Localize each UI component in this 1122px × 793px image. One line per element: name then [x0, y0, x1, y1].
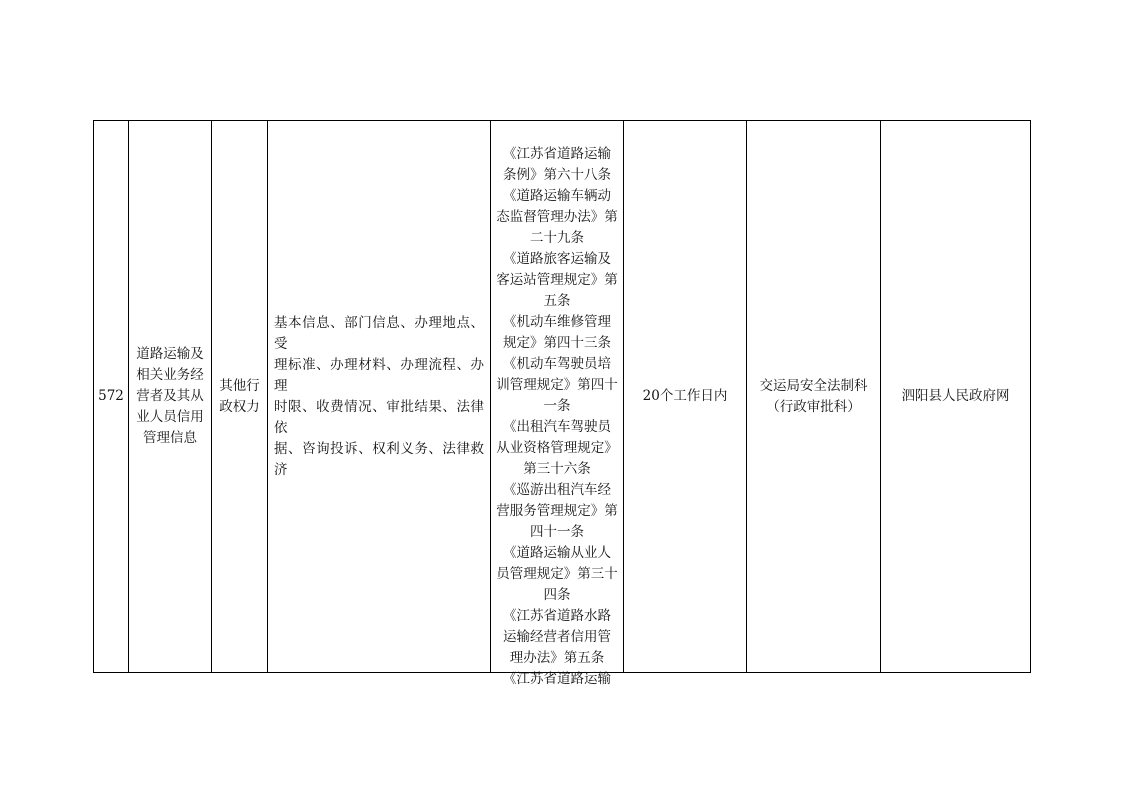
legal-basis-line: 态监督管理办法》第 — [496, 209, 618, 225]
time-limit: 20个工作日内 — [642, 388, 728, 404]
disclosure-channel: 泗阳县人民政府网 — [901, 388, 1010, 404]
disclosure-content — [268, 313, 490, 481]
item-name-line: 管理信息 — [143, 430, 197, 446]
legal-basis-line: 客运站管理规定》第 — [496, 272, 618, 288]
legal-basis-line: 营服务管理规定》第 — [496, 503, 618, 519]
legal-basis-line: 员管理规定》第三十 — [496, 566, 618, 582]
legal-basis-line: 二十九条 — [530, 230, 584, 246]
legal-basis-line: 《机动车驾驶员培 — [503, 356, 611, 372]
power-type-line: 政权力 — [219, 398, 260, 415]
item-name — [129, 344, 211, 449]
legal-basis-cell — [491, 121, 624, 687]
department — [747, 376, 880, 418]
legal-basis-line: 《道路运输车辆动 — [503, 188, 611, 204]
table-row — [94, 121, 1031, 673]
legal-basis-list — [491, 144, 623, 687]
item-name-line: 道路运输及 — [136, 346, 204, 362]
power-type-cell — [212, 121, 268, 673]
channel-cell — [881, 121, 1031, 673]
item-name-line: 相关业务经 — [136, 367, 204, 383]
legal-basis-line: 《道路运输从业人 — [503, 545, 611, 561]
legal-basis-line: 训管理规定》第四十 — [496, 377, 618, 393]
legal-basis-line: 一条 — [543, 398, 571, 414]
legal-basis-line: 《出租汽车驾驶员 — [503, 419, 611, 435]
legal-basis-line: 《江苏省道路水路 — [503, 608, 611, 624]
time-limit-cell — [624, 121, 747, 673]
legal-basis-line: 四条 — [543, 587, 571, 603]
legal-basis-line: 《机动车维修管理 — [503, 314, 611, 330]
item-name-line: 业人员信用 — [136, 409, 204, 425]
department-line: （行政审批科） — [766, 398, 861, 415]
department-cell — [747, 121, 881, 673]
legal-basis-line: 第三十六条 — [523, 461, 591, 477]
power-type — [212, 376, 267, 418]
item-name-line: 营者及其从 — [136, 388, 204, 404]
power-type-line: 其他行 — [219, 377, 260, 394]
legal-basis-line: 条例》第六十八条 — [503, 167, 611, 183]
row-number: 572 — [98, 388, 124, 404]
content-line: 据、咨询投诉、权利义务、法律救济 — [274, 440, 484, 478]
row-number-cell — [94, 121, 129, 673]
legal-basis-line: 四十一条 — [530, 524, 584, 540]
legal-basis-line: 五条 — [543, 293, 571, 309]
department-line: 交运局安全法制科 — [759, 377, 868, 394]
legal-basis-line: 理办法》第五条 — [509, 650, 605, 666]
content-line: 时限、收费情况、审批结果、法律依 — [274, 398, 484, 436]
legal-basis-line: 规定》第四十三条 — [503, 335, 611, 351]
legal-basis-line: 《巡游出租汽车经 — [503, 482, 611, 498]
disclosure-content-cell — [268, 121, 491, 673]
legal-basis-line: 《江苏省道路运输 — [503, 146, 611, 162]
legal-basis-line: 从业资格管理规定》 — [496, 440, 618, 456]
content-line: 基本信息、部门信息、办理地点、受 — [274, 314, 484, 352]
legal-basis-line: 运输经营者信用管 — [503, 629, 611, 645]
government-info-table — [93, 120, 1031, 687]
content-line: 理标准、办理材料、办理流程、办理 — [274, 356, 484, 394]
legal-basis-line: 《江苏省道路运输 — [503, 671, 611, 687]
legal-basis-line: 《道路旅客运输及 — [503, 251, 611, 267]
item-name-cell — [129, 121, 212, 673]
